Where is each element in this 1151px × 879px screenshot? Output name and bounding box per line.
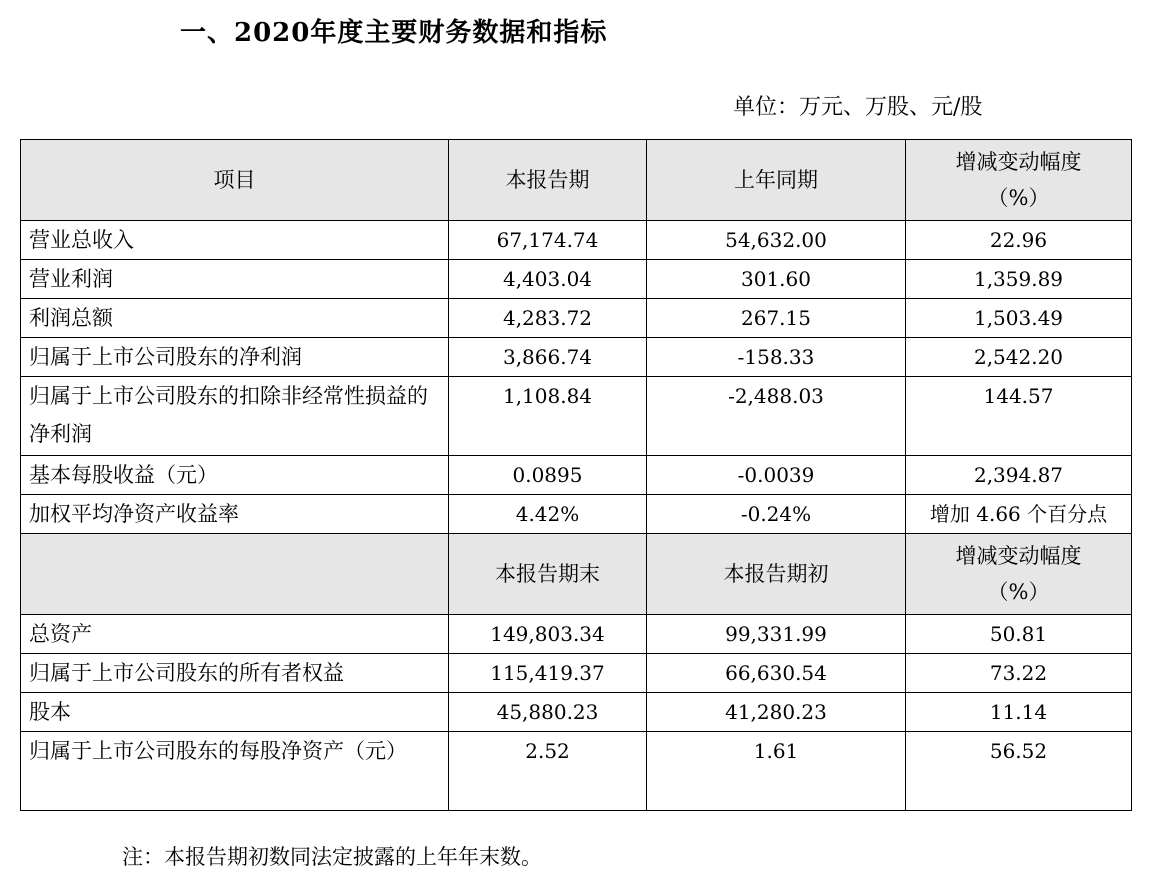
current-value: 2.52 xyxy=(449,732,647,811)
row-label: 加权平均净资产收益率 xyxy=(21,495,449,534)
current-value: 0.0895 xyxy=(449,456,647,495)
subheader-change-unit: （%） xyxy=(987,580,1050,604)
current-value: 45,880.23 xyxy=(449,693,647,732)
row-label: 营业利润 xyxy=(21,260,449,299)
change-value: 50.81 xyxy=(906,615,1132,654)
table-row xyxy=(21,299,1132,338)
change-value: 11.14 xyxy=(906,693,1132,732)
row-label: 归属于上市公司股东的每股净资产（元） xyxy=(21,732,449,811)
table-row xyxy=(21,377,1132,456)
row-label: 股本 xyxy=(21,693,449,732)
header-change xyxy=(906,140,1132,221)
previous-value: 267.15 xyxy=(647,299,906,338)
table-row xyxy=(21,260,1132,299)
header-item: 项目 xyxy=(21,140,449,221)
previous-value: 41,280.23 xyxy=(647,693,906,732)
previous-value: 301.60 xyxy=(647,260,906,299)
table-row xyxy=(21,338,1132,377)
financial-data-table xyxy=(20,139,1132,811)
table-subheader-row xyxy=(21,534,1132,615)
footnote: 注：本报告期初数同法定披露的上年年末数。 xyxy=(122,845,542,869)
change-value: 1,359.89 xyxy=(906,260,1132,299)
previous-value: 1.61 xyxy=(647,732,906,811)
row-label: 基本每股收益（元） xyxy=(21,456,449,495)
header-change-title: 增减变动幅度 xyxy=(955,150,1082,174)
change-value: 73.22 xyxy=(906,654,1132,693)
row-label: 归属于上市公司股东的净利润 xyxy=(21,338,449,377)
table-row xyxy=(21,221,1132,260)
row-label: 总资产 xyxy=(21,615,449,654)
change-value: 22.96 xyxy=(906,221,1132,260)
previous-value: 54,632.00 xyxy=(647,221,906,260)
header-period-start: 本报告期初 xyxy=(647,534,906,615)
row-label: 营业总收入 xyxy=(21,221,449,260)
table-row xyxy=(21,693,1132,732)
row-label: 归属于上市公司股东的扣除非经常性损益的净利润 xyxy=(21,377,449,456)
table-row xyxy=(21,495,1132,534)
subheader-change-title: 增减变动幅度 xyxy=(955,544,1082,568)
subheader-change xyxy=(906,534,1132,615)
current-value: 1,108.84 xyxy=(449,377,647,456)
change-value: 144.57 xyxy=(906,377,1132,456)
unit-label: 单位：万元、万股、元/股 xyxy=(733,95,983,120)
page-title: 一、2020年度主要财务数据和指标 xyxy=(180,18,608,48)
current-value: 115,419.37 xyxy=(449,654,647,693)
previous-value: -0.0039 xyxy=(647,456,906,495)
table-row xyxy=(21,654,1132,693)
table-row xyxy=(21,732,1132,811)
change-value: 1,503.49 xyxy=(906,299,1132,338)
header-current-period: 本报告期 xyxy=(449,140,647,221)
current-value: 4,283.72 xyxy=(449,299,647,338)
change-value: 2,542.20 xyxy=(906,338,1132,377)
previous-value: 99,331.99 xyxy=(647,615,906,654)
change-value: 2,394.87 xyxy=(906,456,1132,495)
current-value: 4.42% xyxy=(449,495,647,534)
subheader-item xyxy=(21,534,449,615)
current-value: 3,866.74 xyxy=(449,338,647,377)
row-label: 归属于上市公司股东的所有者权益 xyxy=(21,654,449,693)
header-previous-period: 上年同期 xyxy=(647,140,906,221)
table-header-row xyxy=(21,140,1132,221)
row-label: 利润总额 xyxy=(21,299,449,338)
header-period-end: 本报告期末 xyxy=(449,534,647,615)
previous-value: -158.33 xyxy=(647,338,906,377)
change-value: 56.52 xyxy=(906,732,1132,811)
change-value: 增加 4.66 个百分点 xyxy=(906,495,1132,534)
table-row xyxy=(21,615,1132,654)
current-value: 149,803.34 xyxy=(449,615,647,654)
previous-value: 66,630.54 xyxy=(647,654,906,693)
table-row xyxy=(21,456,1132,495)
current-value: 67,174.74 xyxy=(449,221,647,260)
previous-value: -2,488.03 xyxy=(647,377,906,456)
previous-value: -0.24% xyxy=(647,495,906,534)
current-value: 4,403.04 xyxy=(449,260,647,299)
header-change-unit: （%） xyxy=(987,186,1050,210)
